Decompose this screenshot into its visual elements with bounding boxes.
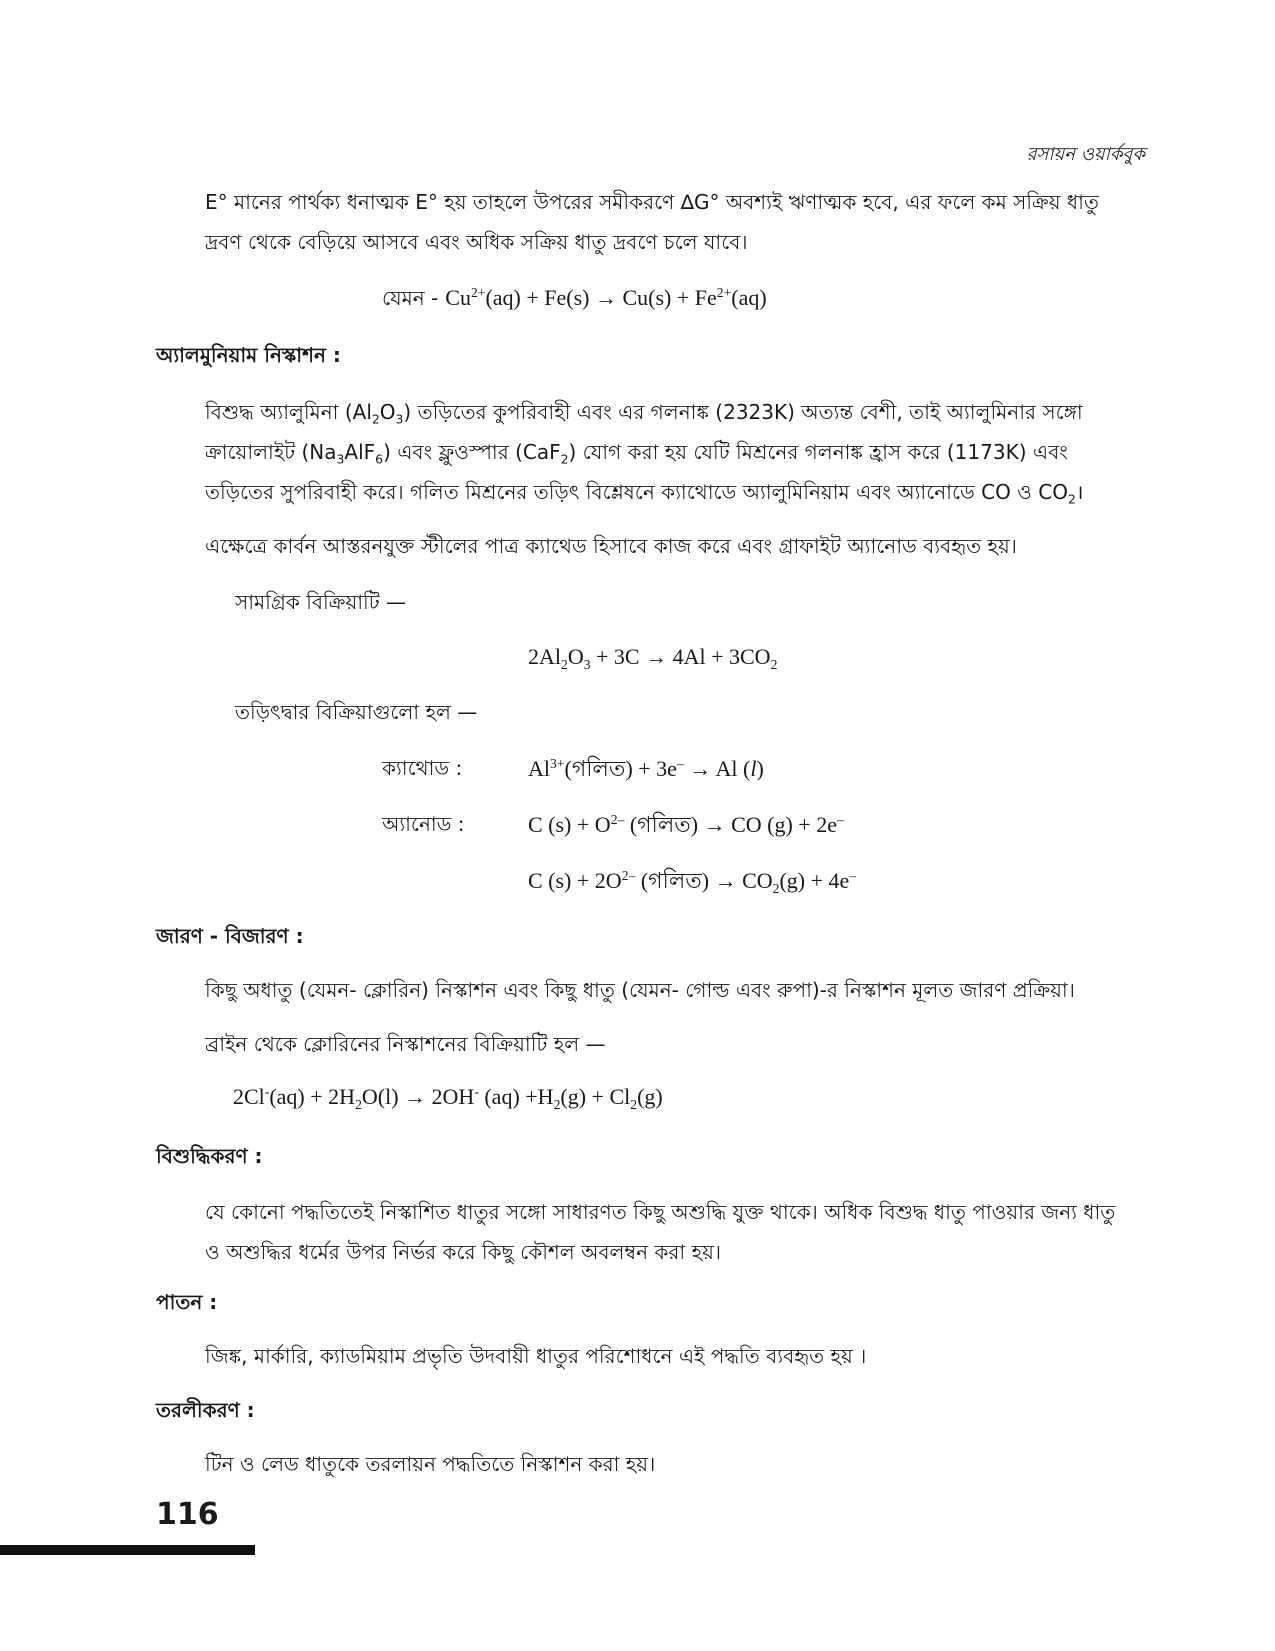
- section-heading-aluminium: অ্যালমুনিয়াম নিস্কাশন :: [156, 343, 341, 367]
- page-number: 116: [156, 1497, 219, 1532]
- purification-para-line-2: ও অশুদ্ধির ধর্মের উপর নির্ভর করে কিছু কৌশল অবলম্বন করা হয়।: [205, 1240, 722, 1264]
- purification-para-line-1: যে কোনো পদ্ধতিতেই নিস্কাশিত ধাতুর সঙ্গো সাধারণত কিছু অশুদ্ধি যুক্ত থাকে। অধিক বিশুদ্ধ ধাতু পাওয়ার জন্য ধাতু: [205, 1200, 1116, 1224]
- aluminium-para-line-2: ক্রায়োলাইট $(Na_3AlF_6)$ এবং ফ্লুওস্পার (CaF$_2$) যোগ করা হয় যেটি মিশ্রনের গলনাঙ্ক হ্রাস করে (1173K) এবং: [205, 440, 1068, 467]
- anode-label: অ্যানোড :: [382, 812, 465, 836]
- footer-rule: [0, 1545, 255, 1555]
- redox-para-line-2: ব্রাইন থেকে ক্লোরিনের নিস্কাশনের বিক্রিয়াটি হল —: [205, 1032, 606, 1056]
- example-label: যেমন -: [382, 286, 439, 310]
- anode-equation-1: C $(s) + O^{2-}$ (গলিত) → CO (g) + 2e–: [528, 811, 844, 837]
- example-equation: যেমন - $Cu^{2+}(aq) + Fe(s) \to Cu(s) + Fe^{2+}(aq)$: [382, 284, 767, 310]
- running-header: রসায়ন ওয়ার্কবুক: [1026, 144, 1145, 165]
- intro-line-2: দ্রবণ থেকে বেড়িয়ে আসবে এবং অধিক সক্রিয় ধাতু দ্রবণে চলে যাবে।: [205, 230, 748, 254]
- anode-equation-2: C $(s) + 2O^{2-}$ (গলিত) → $CO_2(g) + 4e^-$: [528, 867, 857, 896]
- aluminium-para-line-4: এক্ষেত্রে কার্বন আস্তরনযুক্ত স্টীলের পাত্র ক্যাথেড হিসাবে কাজ করে এবং গ্রাফাইট অ্যানোড ব্যবহৃত হয়।: [205, 534, 1017, 558]
- intro-line-1: E° মানের পার্থক্য ধনাত্মক E° হয় তাহলে উপরের সমীকরণে ∆G° অবশ্যই ঋণাত্মক হবে, এর ফলে কম সক্রিয় ধাতু: [205, 190, 1099, 214]
- distillation-para: জিঙ্ক, মার্কারি, ক্যাডমিয়াম প্রভৃতি উদবায়ী ধাতুর পরিশোধনে এই পদ্ধতি ব্যবহৃত হয় ।: [205, 1344, 867, 1368]
- overall-reaction-label: সামগ্রিক বিক্রিয়াটি —: [235, 590, 407, 614]
- cathode-equation: $Al^{3+}(গলিত) + 3e^- \to Al$ (l): [528, 755, 764, 781]
- aluminium-para-line-1: বিশুদ্ধ অ্যালুমিনা $(Al_2O_3)$ তড়িতের কুপরিবাহী এবং এর গলনাঙ্ক (2323K) অত্যন্ত বেশী, তাই অ্যালুমিনার সঙ্গো: [205, 400, 1083, 427]
- electrode-reactions-label: তড়িৎদ্বার বিক্রিয়াগুলো হল —: [235, 700, 478, 724]
- section-heading-liquation: তরলীকরণ :: [156, 1398, 255, 1422]
- section-heading-redox: জারণ - বিজারণ :: [156, 924, 304, 948]
- section-heading-distillation: পাতন :: [156, 1290, 218, 1314]
- overall-reaction-equation: $2Al_2O_3 + 3C \to 4Al + 3CO_2$: [528, 644, 778, 672]
- chlorine-equation: $2Cl^-(aq) + 2H_2O(l) \to 2OH^-$ $(aq) +H_2(g) + Cl_2(g)$: [233, 1084, 663, 1112]
- liquation-para: টিন ও লেড ধাতুকে তরলায়ন পদ্ধতিতে নিস্কাশন করা হয়।: [205, 1452, 656, 1476]
- redox-para-line-1: কিছু অধাতু (যেমন- ক্লোরিন) নিস্কাশন এবং কিছু ধাতু (যেমন- গোল্ড এবং রুপা)-র নিস্কাশন মূলত জারণ প্রক্রিয়া।: [205, 978, 1075, 1002]
- section-heading-purification: বিশুদ্ধিকরণ :: [156, 1144, 263, 1168]
- aluminium-para-line-3: তড়িতের সুপরিবাহী করে। গলিত মিশ্রনের তড়িৎ বিশ্লেষনে ক্যাথোডে অ্যালুমিনিয়াম এবং অ্যানোডে CO ও $CO_2।$: [205, 480, 1084, 507]
- cathode-label: ক্যাথোড :: [382, 756, 463, 780]
